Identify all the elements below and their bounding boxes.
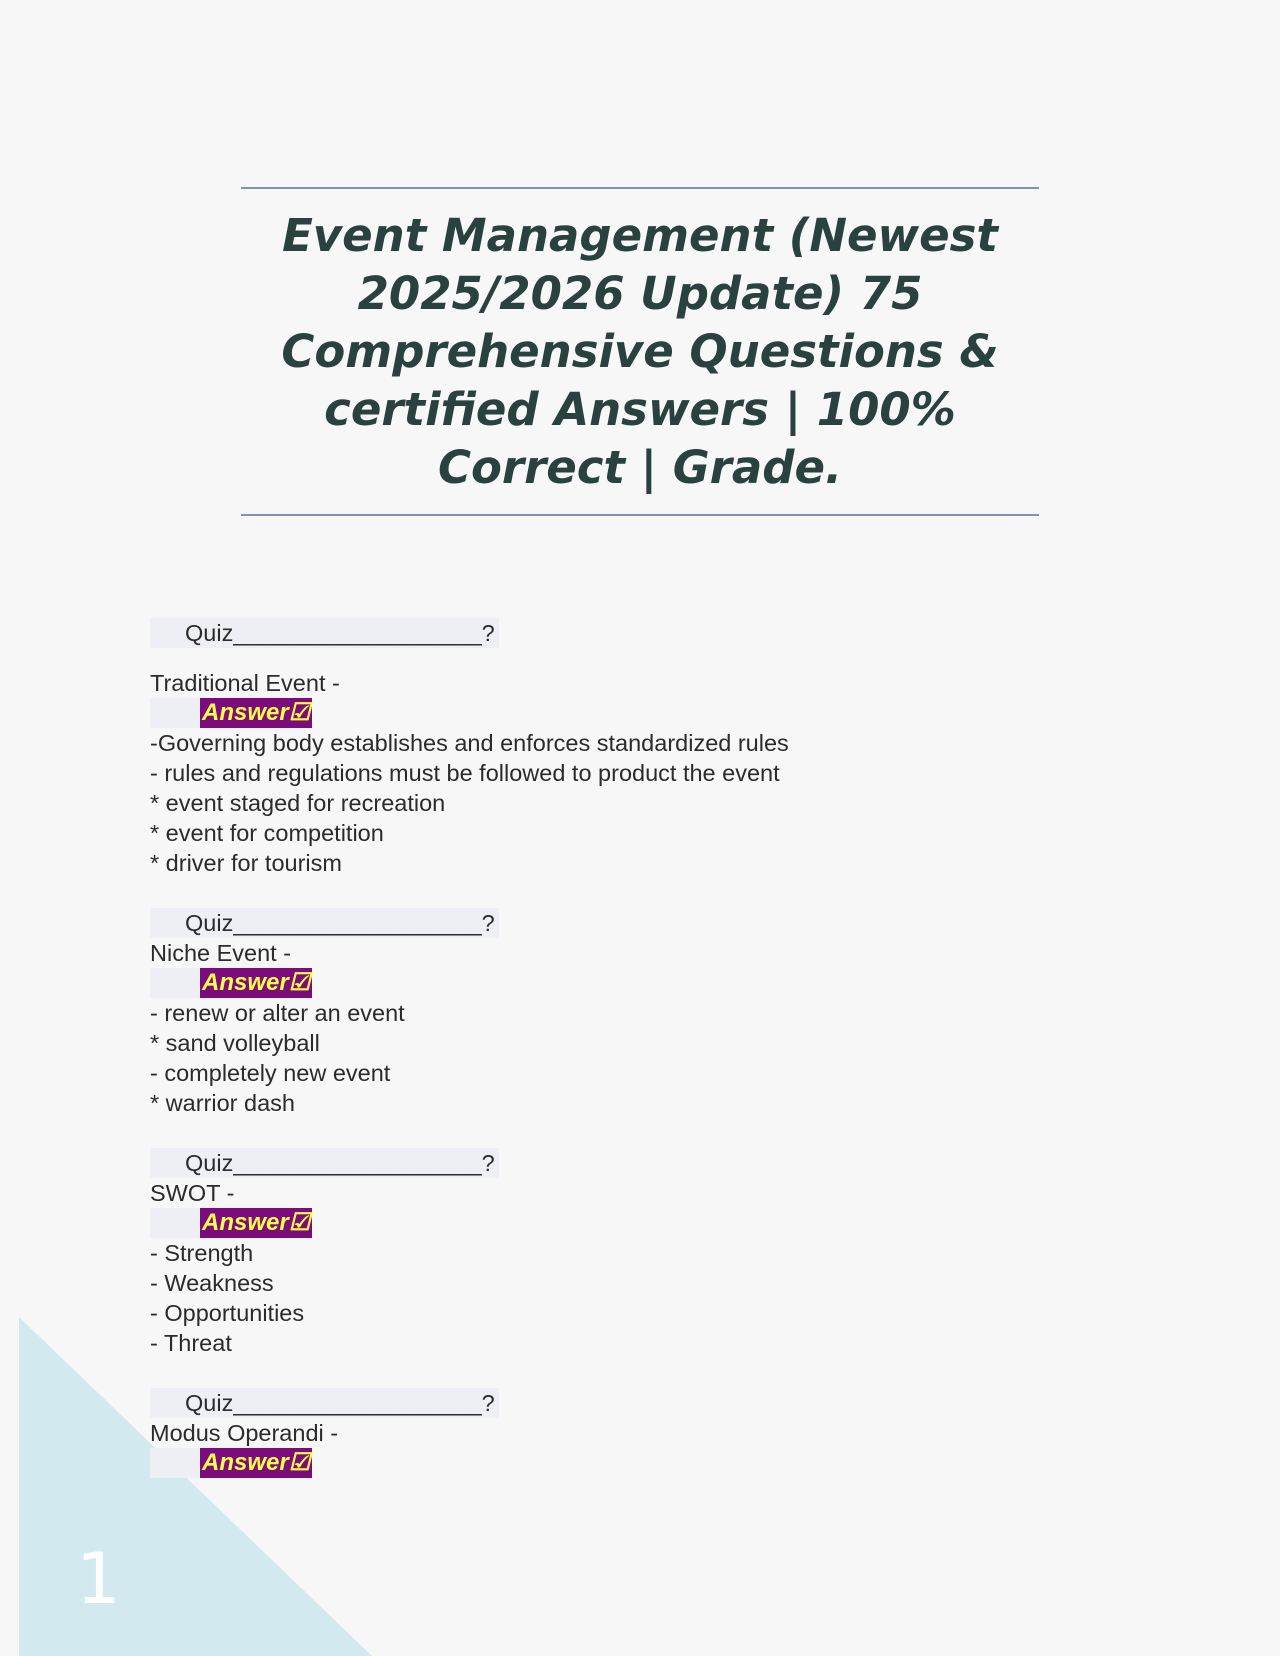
answer-row (150, 1448, 1050, 1478)
question-term: SWOT - (150, 1180, 235, 1206)
answer-row (150, 968, 1050, 998)
answer-badge: Answer☑ (202, 699, 311, 726)
answer-line: * event staged for recreation (150, 790, 446, 816)
answer-row (150, 698, 1050, 728)
question-term: Traditional Event - (150, 670, 340, 696)
page-number: 1 (76, 1538, 121, 1620)
answer-line: - completely new event (150, 1060, 391, 1086)
question-term: Niche Event - (150, 940, 292, 966)
answer-line: - Opportunities (150, 1300, 305, 1326)
answer-indent (150, 1208, 200, 1238)
question-term: Modus Operandi - (150, 1420, 339, 1446)
answer-lines (150, 998, 1050, 1118)
answer-indent (150, 1448, 200, 1478)
question-item (150, 1148, 1050, 1358)
quiz-label: Quiz___________________? (150, 1148, 499, 1178)
answer-indent (150, 698, 200, 728)
answer-line: - renew or alter an event (150, 1000, 405, 1026)
answer-line: * sand volleyball (150, 1030, 320, 1056)
answer-badge: Answer☑ (202, 1209, 311, 1236)
answer-badge: Answer☑ (202, 969, 311, 996)
answer-line: - Strength (150, 1240, 254, 1266)
question-item (150, 1388, 1050, 1478)
title-block (241, 187, 1039, 516)
quiz-label: Quiz___________________? (150, 908, 499, 938)
answer-line: * warrior dash (150, 1090, 295, 1116)
answer-line: - rules and regulations must be followed to product the event (150, 760, 780, 786)
answer-lines (150, 728, 1050, 878)
answer-line: * event for competition (150, 820, 384, 846)
answer-line: -Governing body establishes and enforces standardized rules (150, 730, 789, 756)
answer-lines (150, 1238, 1050, 1358)
answer-indent (150, 968, 200, 998)
answer-line: - Threat (150, 1330, 232, 1356)
quiz-label: Quiz___________________? (150, 1388, 499, 1418)
quiz-label: Quiz___________________? (150, 618, 499, 648)
answer-badge: Answer☑ (202, 1449, 311, 1476)
answer-line: * driver for tourism (150, 850, 342, 876)
questions-list (150, 618, 1050, 1478)
question-item (150, 618, 1050, 878)
answer-row (150, 1208, 1050, 1238)
document-title: Event Management (Newest 2025/2026 Update) 75 Comprehensive Questions & certified Answers | 100% Correct | Grade. (281, 208, 999, 494)
question-item (150, 908, 1050, 1118)
answer-line: - Weakness (150, 1270, 274, 1296)
